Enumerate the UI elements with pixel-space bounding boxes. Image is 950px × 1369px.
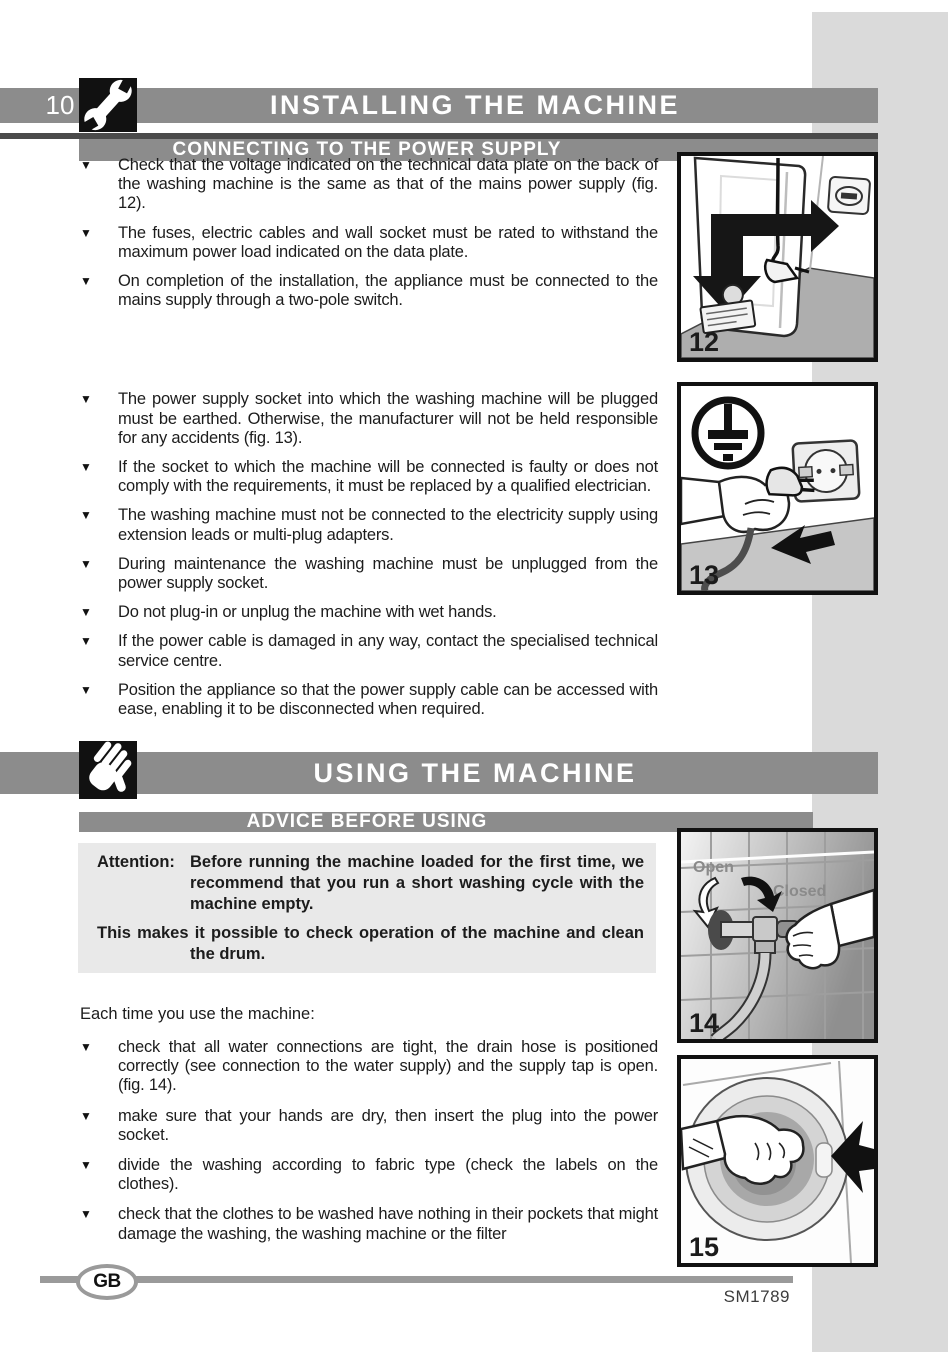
figure-13-earthed-socket — [677, 382, 878, 595]
using-intro-text: Each time you use the machine: — [80, 1005, 315, 1023]
bullet-item — [80, 1107, 658, 1145]
bullet-triangle-icon: ▼ — [80, 274, 92, 289]
bullet-triangle-icon: ▼ — [80, 634, 92, 649]
bullet-item — [80, 555, 658, 593]
bullet-text: During maintenance the washing machine must be unplugged from the power supply socket. — [118, 554, 658, 593]
bullet-item — [80, 458, 658, 496]
bullet-text: Do not plug-in or unplug the machine with wet hands. — [118, 603, 497, 622]
figure-number: 12 — [689, 327, 720, 357]
page-number: 10 — [45, 90, 75, 120]
using-title: USING THE MACHINE — [313, 757, 637, 788]
bullet-text: divide the washing according to fabric type (check the labels on the clothes). — [118, 1156, 658, 1194]
bullet-triangle-icon: ▼ — [80, 1207, 92, 1222]
pipe — [721, 922, 755, 937]
bullet-text: check that all water connections are tight, the drain hose is positioned correctly (see connection to the water supply) and the supply tap is open. (fig. 14). — [118, 1038, 658, 1095]
open-label: Open — [693, 859, 734, 876]
hose-nut — [755, 941, 775, 953]
wrench-icon — [79, 78, 137, 132]
language-badge — [76, 1264, 138, 1300]
figure-number: 14 — [689, 1008, 720, 1038]
bullet-text: If the power cable is damaged in any way, contact the specialised technical service centre. — [118, 632, 658, 670]
bullet-text: The fuses, electric cables and wall socket must be rated to withstand the maximum power load indicated on the data plate. — [118, 223, 658, 261]
figure-15-door — [677, 1055, 878, 1267]
document-code: SM1789 — [723, 1287, 790, 1306]
bullet-triangle-icon: ▼ — [80, 158, 92, 172]
wall-socket — [793, 440, 860, 501]
bullet-triangle-icon: ▼ — [80, 460, 92, 475]
bullet-text: If the socket to which the machine will be connected is faulty or does not comply with the requirements, it must be replaced by a qualified electrician. — [118, 458, 658, 496]
bullet-item — [80, 224, 658, 262]
bullet-item — [80, 156, 658, 214]
installing-title: INSTALLING THE MACHINE — [270, 90, 680, 120]
valve-body — [753, 917, 777, 941]
bullet-text: Check that the voltage indicated on the technical data plate on the back of the washing machine is the same as that of the mains power supply (fig. 12). — [118, 156, 658, 213]
bullet-item — [80, 603, 658, 622]
door-handle — [816, 1143, 832, 1177]
figure-12-power-cord — [677, 152, 878, 362]
connecting-subtitle: CONNECTING TO THE POWER SUPPLY — [172, 139, 562, 160]
bullet-text: Position the appliance so that the power supply cable can be accessed with ease, enabling it to be disconnected when required. — [118, 680, 658, 719]
bullet-item — [80, 632, 658, 670]
footer-rule — [40, 1276, 793, 1283]
earth-symbol — [695, 400, 761, 466]
closed-label: Closed — [773, 883, 827, 900]
using-bullet-list — [80, 1038, 658, 1255]
attention-text: Before running the machine loaded for the first time, we recommend that you run a short washing cycle with the machine empty. — [190, 853, 644, 913]
bullet-triangle-icon: ▼ — [80, 1040, 92, 1054]
bullet-triangle-icon: ▼ — [80, 682, 92, 697]
advice-subtitle: ADVICE BEFORE USING — [246, 811, 488, 832]
bullet-item — [80, 506, 658, 544]
figure-number: 13 — [689, 560, 720, 590]
bullet-item — [80, 1205, 658, 1243]
attention-note: This makes it possible to check operation of the machine and clean the drum. — [97, 924, 644, 963]
bullet-triangle-icon: ▼ — [80, 392, 92, 407]
hand-icon — [79, 741, 137, 799]
bullet-item — [80, 390, 658, 448]
attention-box — [78, 843, 656, 973]
figure-14-water-tap — [677, 828, 878, 1043]
bullet-triangle-icon: ▼ — [80, 1108, 92, 1123]
bullet-triangle-icon: ▼ — [80, 1158, 92, 1173]
bullet-text: make sure that your hands are dry, then insert the plug into the power socket. — [118, 1106, 658, 1144]
attention-label: Attention: — [97, 853, 175, 871]
bullet-text: The power supply socket into which the washing machine will be plugged must be earthed. Otherwise, the manufacturer will not be held responsible for any accidents (fig. 13). — [118, 390, 658, 447]
wall-socket — [828, 177, 870, 215]
language-badge-text: GB — [93, 1271, 121, 1292]
figure-number: 15 — [689, 1232, 720, 1262]
bullet-text: check that the clothes to be washed have nothing in their pockets that might damage the washing, the washing machine or the filter — [118, 1205, 658, 1243]
bullet-text: The washing machine must not be connected to the electricity supply using extension leads or multi-plug adapters. — [118, 506, 658, 544]
bullet-triangle-icon: ▼ — [80, 508, 92, 523]
bullet-item — [80, 681, 658, 719]
bullet-triangle-icon: ▼ — [80, 605, 92, 620]
bullet-triangle-icon: ▼ — [80, 556, 92, 571]
bullet-triangle-icon: ▼ — [80, 225, 92, 240]
bullet-text: On completion of the installation, the appliance must be connected to the mains supply through a two-pole switch. — [118, 272, 658, 310]
bullet-item — [80, 272, 658, 310]
installing-bullet-list — [80, 156, 658, 729]
attention-row — [97, 852, 644, 915]
bullet-item — [80, 1038, 658, 1096]
bullet-item — [80, 1156, 658, 1194]
